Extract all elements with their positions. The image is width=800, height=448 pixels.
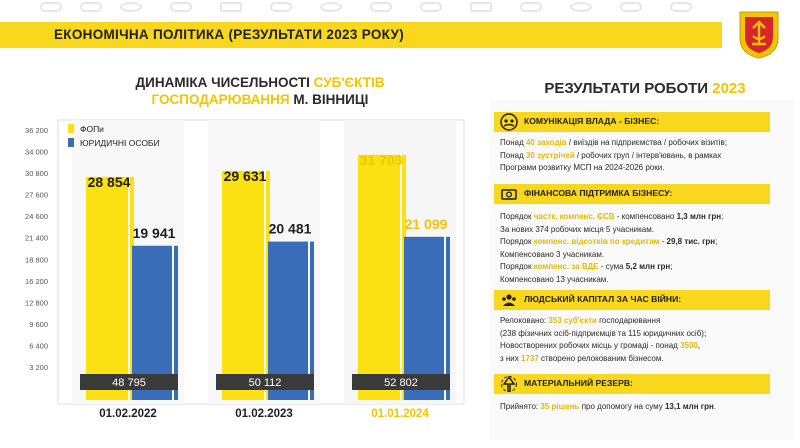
chart-title-highlight: СУБ'ЄКТІВ ГОСПОДАРЮВАННЯ: [151, 75, 385, 107]
line-segment: Новостворених робочих місць у громаді - понад: [500, 341, 681, 350]
y-tick-label: 36 200: [25, 126, 48, 135]
data-label-legal: 21 099: [404, 215, 448, 232]
line-segment: - сума: [598, 262, 626, 271]
section-line: [500, 329, 790, 340]
line-segment: 30 зустрічей: [525, 150, 575, 160]
section-line: [500, 275, 790, 286]
bar-fop: [358, 155, 400, 400]
section-header: [494, 374, 770, 394]
line-segment: 3500: [680, 341, 698, 350]
y-tick-label: 12 800: [25, 298, 48, 308]
x-category-label: 01.01.2024: [371, 408, 429, 420]
line-segment: Понад: [500, 138, 526, 147]
group-icon: [500, 291, 518, 309]
line-segment: створено релокованим бізнесом.: [538, 353, 664, 363]
line-segment: - компенсовано: [614, 212, 677, 221]
section-header: [494, 112, 770, 132]
section-line: [500, 262, 790, 273]
coat-of-arms-logo: [736, 8, 782, 60]
section-heading: ЛЮДСЬКИЙ КАПІТАЛ ЗА ЧАС ВІЙНИ:: [524, 294, 682, 304]
results-title-year: 2023: [712, 80, 746, 97]
section-line: [500, 402, 790, 413]
total-label: 52 802: [384, 377, 418, 389]
section-line: [500, 316, 790, 327]
section-line: [500, 225, 790, 236]
line-segment: (238 фізичних осіб-підприємців та 115 юридичних осіб);: [500, 328, 707, 338]
line-segment: Компенсовано 3 учасникам.: [500, 249, 605, 259]
y-tick-label: 30 800: [25, 169, 48, 179]
line-segment: компенс. відсотків по кредитам: [533, 237, 660, 246]
data-label-fop: 28 854: [87, 173, 131, 190]
data-label-legal: 20 481: [268, 220, 312, 237]
decorative-pattern-strip: [0, 0, 800, 14]
section-heading: ФІНАНСОВА ПІДТРИМКА БІЗНЕСУ:: [524, 188, 673, 198]
legend-swatch-legal: [68, 138, 74, 147]
section-heading: КОМУНІКАЦІЯ ВЛАДА - БІЗНЕС:: [524, 116, 660, 126]
section-body: [500, 316, 790, 366]
line-segment: 1737: [521, 353, 539, 363]
line-segment: Порядок: [500, 212, 534, 221]
money-icon: [500, 185, 518, 203]
line-segment: Порядок: [500, 237, 534, 246]
y-tick-label: 27 600: [25, 190, 48, 200]
line-segment: / виїздів на підприємства / робочих візитів;: [566, 138, 728, 147]
y-tick-label: 16 200: [25, 276, 48, 286]
section-line: [500, 341, 790, 352]
legend-swatch-fop: [68, 124, 74, 133]
section-body: [500, 212, 790, 287]
legend-label-fop: ФОПи: [80, 124, 104, 134]
section-heading: МАТЕРІАЛЬНИЙ РЕЗЕРВ:: [524, 378, 633, 388]
results-title-text: РЕЗУЛЬТАТИ РОБОТИ: [544, 80, 713, 97]
y-tick-label: 34 000: [25, 147, 48, 157]
y-tick-label: 24 600: [25, 212, 48, 222]
data-label-fop: 29 631: [223, 167, 267, 184]
data-label-legal: 19 941: [132, 224, 176, 241]
line-segment: 40 заходів: [525, 138, 567, 147]
line-segment: 35 рішень: [540, 402, 580, 411]
section-line: [500, 163, 790, 174]
line-segment: ;: [721, 212, 724, 221]
total-label: 48 795: [112, 377, 146, 389]
line-segment: Понад: [500, 150, 526, 160]
x-category-label: 01.02.2023: [235, 408, 293, 420]
line-segment: Програми розвитку МСП на 2024-2026 роки.: [500, 163, 665, 172]
line-segment: 29,8 тис. грн: [666, 237, 716, 246]
section-body: [500, 402, 790, 415]
section-line: [500, 138, 790, 149]
bar-fop: [222, 171, 264, 400]
y-tick-label: 3 200: [29, 363, 48, 372]
chart-title-part2: М. ВІННИЦІ: [289, 92, 369, 107]
line-segment: Порядок: [500, 262, 534, 271]
line-segment: ;: [670, 262, 673, 271]
section-body: [500, 138, 790, 176]
line-segment: частк. компенс. ЄСВ: [533, 212, 615, 221]
line-segment: 1,3 млн грн: [676, 212, 722, 221]
line-segment: компенс. за ВДЕ: [533, 262, 599, 271]
section-header: [494, 290, 770, 310]
x-category-label: 01.02.2022: [99, 408, 157, 420]
line-segment: з них: [500, 353, 521, 363]
section-line: [500, 354, 790, 365]
section-line: [500, 212, 790, 223]
line-segment: 5,2 млн грн: [625, 262, 671, 271]
page-title: ЕКОНОМІЧНА ПОЛІТИКА (РЕЗУЛЬТАТИ 2023 РОКУ): [54, 27, 405, 42]
line-segment: Прийнято:: [500, 402, 541, 411]
section-line: [500, 250, 790, 261]
line-segment: Релоковано:: [500, 316, 549, 325]
line-segment: Компенсовано 13 учасникам.: [500, 274, 609, 284]
line-segment: 353 суб'єкти: [548, 316, 597, 325]
legend-label-legal: ЮРИДИЧНІ ОСОБИ: [80, 138, 160, 148]
bar-chart: [0, 112, 480, 448]
data-label-fop: 31 703: [359, 151, 403, 168]
line-segment: -: [659, 237, 667, 246]
line-segment: господарювання: [596, 316, 661, 325]
page-header: [0, 22, 722, 48]
line-segment: За нових 374 робочих місця 5 учасникам.: [500, 224, 654, 234]
line-segment: ;: [715, 237, 718, 246]
line-segment: 13,1 млн грн: [664, 402, 714, 411]
total-label: 50 112: [248, 377, 282, 389]
chart-title: [80, 74, 440, 108]
section-line: [500, 151, 790, 162]
section-line: [500, 237, 790, 248]
y-tick-label: 9 600: [29, 319, 48, 329]
line-segment: .: [713, 402, 717, 411]
recycle-icon: [500, 375, 518, 393]
section-header: [494, 184, 770, 204]
bar-fop: [86, 177, 128, 400]
line-segment: / робочих груп / інтерв'ювань, в рамках: [574, 150, 722, 160]
line-segment: про допомогу на суму: [579, 402, 665, 411]
chart-title-part1: ДИНАМІКА ЧИСЕЛЬНОСТІ: [135, 75, 314, 90]
results-title: [490, 80, 800, 97]
people-dialog-icon: [500, 113, 518, 131]
line-segment: ,: [697, 341, 701, 350]
y-tick-label: 21 400: [25, 233, 48, 243]
y-tick-label: 6 400: [29, 341, 48, 351]
y-tick-label: 18 800: [25, 255, 48, 265]
